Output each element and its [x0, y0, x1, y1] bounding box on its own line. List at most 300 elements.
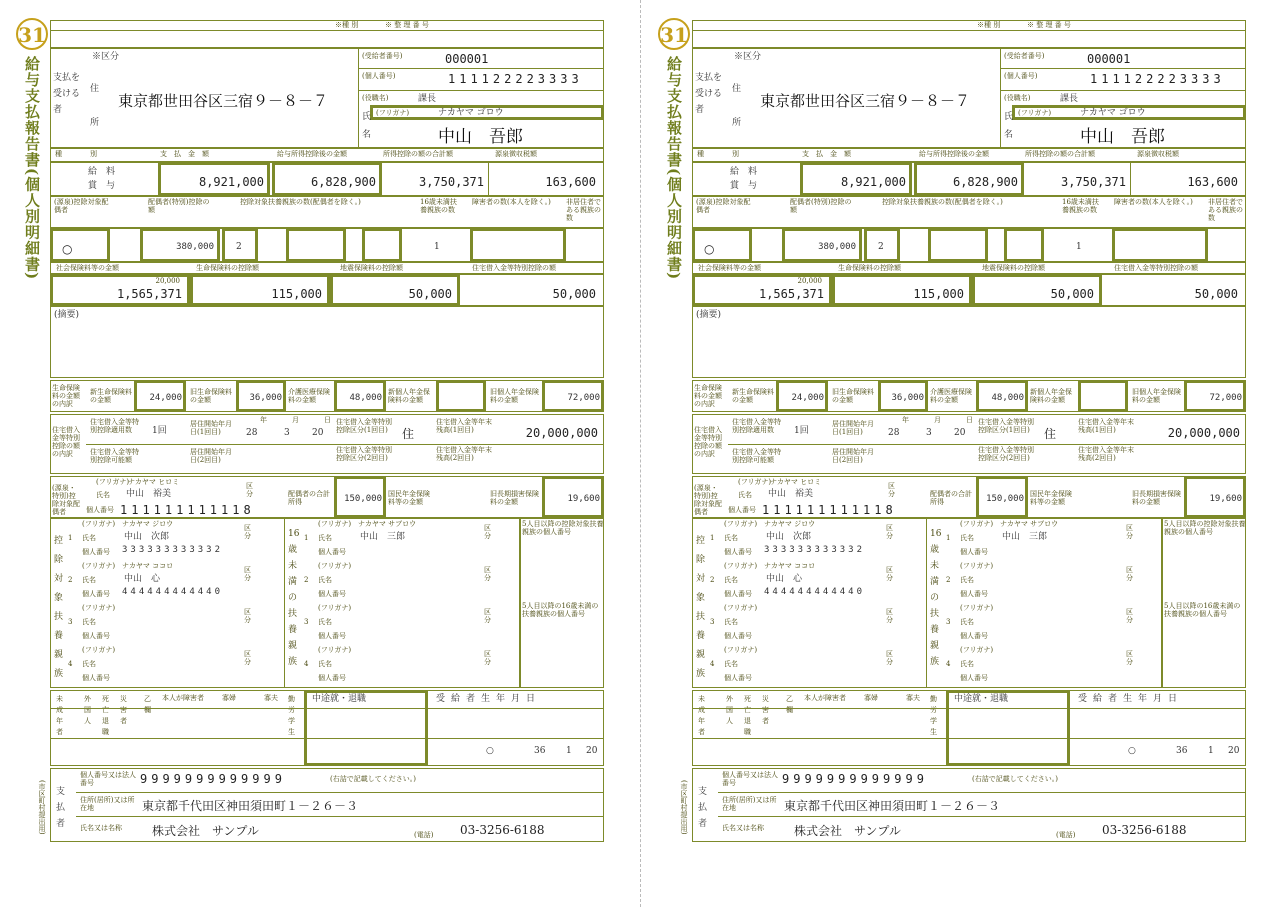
birth-year: 36 [534, 746, 546, 756]
spouse-name: 中山 裕美 [126, 489, 172, 499]
old-longterm: 19,600 [567, 494, 600, 504]
old-life: 36,000 [891, 393, 924, 403]
dependent-row [68, 604, 284, 644]
spouse-kana: ナカヤマ ヒロミ [770, 478, 822, 486]
dependent-name-label: 氏名 [82, 618, 96, 626]
dependent-row [710, 604, 926, 644]
under16-name-label: 氏名 [318, 660, 332, 668]
dependent-kana-label: (フリガナ) [724, 646, 758, 654]
status-otsu: 乙欄 [144, 695, 151, 714]
under16-no: 1 [304, 534, 309, 542]
birth-day: 20 [586, 746, 598, 756]
dependents-row-label: 控除対象扶養親族 [696, 536, 706, 679]
name-label-2: 名 [1004, 130, 1014, 140]
name-kana: ナカヤマ ゴロウ [1080, 108, 1146, 118]
new-life-label: 新生命保険料の金額 [90, 388, 132, 404]
payer-address: 東京都千代田区神田須田町１－２６－３ [784, 799, 1001, 813]
other-box [362, 228, 402, 262]
spouse-no-label: 個人番号 [728, 506, 756, 514]
dependent-name: 中山 心 [124, 574, 161, 584]
personal-no-label: (個人番号) [1004, 72, 1038, 80]
under16-no: 3 [304, 618, 309, 626]
address-label-1: 住 [732, 84, 742, 94]
dependents-row-label: 控除対象扶養親族 [54, 536, 64, 679]
spouse-kana-label: (フリガナ) [96, 478, 130, 486]
kubun-label: ※区分 [92, 52, 120, 62]
under16-name-label: 氏名 [318, 534, 332, 542]
personal-no-digits: 111122223333 [1090, 72, 1225, 86]
spouse-personal-no: 111111111118 [762, 503, 897, 517]
dependent-name-label: 氏名 [724, 660, 738, 668]
earthquake-header: 地震保険料の控除額 [340, 264, 403, 272]
recipient-personal-no [448, 72, 583, 86]
dependent-kana-label: (フリガナ) [82, 604, 116, 612]
birth-month: 1 [1208, 746, 1214, 756]
old-life: 36,000 [249, 393, 282, 403]
office-note: (市区町村提出用) [680, 780, 688, 835]
housing-count-label: 住宅借入金等特別控除適用数 [90, 418, 139, 434]
dependent-name: 中山 次郎 [766, 532, 812, 542]
dependent-name-label: 氏名 [724, 618, 738, 626]
form-number-badge: 31 [16, 18, 48, 50]
dependent-kubun-label: 区分 [244, 566, 251, 582]
old-longterm-label: 旧長期損害保険料の金額 [1132, 490, 1181, 506]
life-detail-label: 生命保険料の金額の内訳 [694, 384, 722, 408]
status-otsu: 乙欄 [786, 695, 793, 714]
receiver-no-label: (受給者番号) [1004, 52, 1045, 60]
balance-label-1: 住宅借入金等年末残高(1回目) [436, 418, 492, 434]
dependent-kana-label: (フリガナ) [724, 520, 758, 528]
recipient-label: 支払を受ける者 [695, 73, 723, 115]
start-day: 20 [312, 428, 324, 438]
fifth-plus-box [520, 518, 604, 688]
under16-kana-label: (フリガナ) [960, 646, 994, 654]
balance-label-2: 住宅借入金等年末残高(2回目) [1078, 446, 1134, 462]
under16-kana-label: (フリガナ) [318, 604, 352, 612]
reference-strip [50, 20, 604, 48]
under16-no: 1 [946, 534, 951, 542]
position-value: 課長 [418, 94, 437, 104]
corp-no-label: 個人番号又は法人番号 [80, 771, 136, 787]
life-detail-label: 生命保険料の金額の内訳 [52, 384, 80, 408]
dependent-name-label: 氏名 [82, 534, 96, 542]
earthquake-header: 地震保険料の控除額 [982, 264, 1045, 272]
earthquake-amount: 50,000 [1050, 287, 1094, 301]
housing-possible-label: 住宅借入金等特別控除可能額 [732, 448, 781, 464]
withholding-tax: 163,600 [1187, 175, 1238, 189]
fifth-plus-label: 5人目以降の控除対象扶養親族の個人番号 [1164, 520, 1246, 536]
start-month: 3 [926, 428, 932, 438]
life-amount: 115,000 [271, 287, 322, 301]
birth-era-mark: ○ [486, 746, 494, 756]
payments-header-amount: 支 払 金 額 [802, 150, 851, 158]
housing-kubun: 住 [1044, 427, 1057, 441]
start-label-1: 居住開始年月日(1回目) [832, 420, 874, 436]
spouse-box [692, 228, 752, 262]
status-minor: 未成年者 [56, 695, 63, 736]
after-deduction: 6,828,900 [952, 175, 1018, 189]
social-header: 社会保険料等の金額 [698, 264, 761, 272]
under16-no: 4 [946, 660, 951, 668]
housing-balance: 20,000,000 [1167, 426, 1240, 440]
dependent-no-label: 個人番号 [82, 548, 110, 556]
kubun-label-1: 住宅借入金等特別控除区分(1回目) [978, 418, 1034, 434]
dependent-kana: ナカヤマ ココロ [764, 562, 816, 570]
under16-no-label: 個人番号 [318, 674, 346, 682]
under16-kubun-label: 区分 [1126, 608, 1133, 624]
dependent-kana-label: (フリガナ) [82, 562, 116, 570]
dependent-no: 1 [68, 534, 73, 542]
kana-label: (フリガナ) [376, 109, 410, 117]
dependent-kubun-label: 区分 [886, 608, 893, 624]
spouse-label: (源泉)控除対象配偶者 [54, 198, 109, 214]
dependents-count-label: 控除対象扶養親族の数(配偶者を除く。) [882, 198, 1003, 206]
new-pension-box [436, 380, 486, 412]
new-pension-box [1078, 380, 1128, 412]
elderly-box [286, 228, 346, 262]
spouse-name: 中山 裕美 [768, 489, 814, 499]
old-longterm: 19,600 [1209, 494, 1242, 504]
dependent-no: 2 [710, 576, 715, 584]
spouse-deduction-label: 配偶者(特別)控除の額 [148, 198, 210, 214]
under16-kana-label: (フリガナ) [960, 520, 994, 528]
payment-amount: 8,921,000 [840, 175, 906, 189]
status-foreign: 外国人 [84, 695, 91, 725]
under16-kubun-label: 区分 [1126, 566, 1133, 582]
payer-name-label: 氏名又は名称 [722, 824, 764, 832]
position-label: (役職名) [362, 94, 389, 102]
receiver-no-label: (受給者番号) [362, 52, 403, 60]
under16-no-label: 個人番号 [318, 590, 346, 598]
spouse-personal-no: 111111111118 [120, 503, 255, 517]
other-box [1004, 228, 1044, 262]
payments-header-total: 所得控除の額の合計額 [383, 150, 453, 158]
unit-month: 月 [292, 416, 299, 424]
housing-possible-label: 住宅借入金等特別控除可能額 [90, 448, 139, 464]
birth-era-mark: ○ [1128, 746, 1136, 756]
status-midyear: 中途就・退職 [954, 694, 1009, 704]
payer-name-label: 氏名又は名称 [80, 824, 122, 832]
spouse-mark: ○ [62, 242, 73, 256]
payer-address-label: 住所(居所)又は所在地 [80, 796, 135, 812]
personal-no-label: (個人番号) [362, 72, 396, 80]
under16-row [304, 562, 518, 602]
under16-no-label: 個人番号 [960, 632, 988, 640]
housing-count: 1回 [794, 426, 809, 436]
unit-year: 年 [260, 416, 267, 424]
position-value: 課長 [1060, 94, 1079, 104]
dependent-kana: ナカヤマ ジロウ [122, 520, 174, 528]
birth-month: 1 [566, 746, 572, 756]
under16-kana-label: (フリガナ) [960, 604, 994, 612]
specific-count: 2 [236, 242, 242, 252]
housing-amount: 50,000 [1194, 287, 1238, 301]
care: 48,000 [991, 393, 1024, 403]
old-life-label: 旧生命保険料の金額 [832, 388, 874, 404]
recipient-address: 東京都世田谷区三宿９－８－７ [118, 92, 329, 110]
old-longterm-label: 旧長期損害保険料の金額 [490, 490, 539, 506]
corp-no-label: 個人番号又は法人番号 [722, 771, 778, 787]
under16-name-label: 氏名 [960, 576, 974, 584]
kind-label: ※種 別 [977, 21, 1001, 29]
status-death: 死亡退職 [744, 695, 751, 736]
dependent-kana-label: (フリガナ) [724, 604, 758, 612]
dependent-no: 3 [710, 618, 715, 626]
under16-no-label: 個人番号 [960, 548, 988, 556]
dependent-no: 4 [710, 660, 715, 668]
under16-count-label: 16歳未満扶養親族の数 [420, 198, 457, 214]
recipient-label: 支払を受ける者 [53, 73, 81, 115]
under16-row [304, 646, 518, 686]
dependent-no-label: 個人番号 [724, 590, 752, 598]
kubun-label: ※区分 [734, 52, 762, 62]
spouse-row-label: (源泉・特別)控除対象配偶者 [694, 484, 722, 516]
dependent-no: 2 [68, 576, 73, 584]
payments-header-after: 給与所得控除後の金額 [277, 150, 347, 158]
under16-no-label: 個人番号 [318, 632, 346, 640]
spouse-no-label: 個人番号 [86, 506, 114, 514]
disabled-box [470, 228, 566, 262]
fifth-plus-under16-label: 5人目以降の16歳未満の扶養親族の個人番号 [1164, 602, 1241, 618]
elderly-box [928, 228, 988, 262]
corp-no-note: (右詰で記載してください。) [972, 775, 1058, 783]
birth-year: 36 [1176, 746, 1188, 756]
under16-row [946, 520, 1160, 560]
dependent-kana-label: (フリガナ) [82, 646, 116, 654]
dependent-row [710, 562, 926, 602]
pension-label: 国民年金保険料等の金額 [1030, 490, 1072, 506]
kana-label: (フリガナ) [1018, 109, 1052, 117]
payer-address-label: 住所(居所)又は所在地 [722, 796, 777, 812]
dependent-kana-label: (フリガナ) [724, 562, 758, 570]
pension-label: 国民年金保険料等の金額 [388, 490, 430, 506]
old-life-label: 旧生命保険料の金額 [190, 388, 232, 404]
housing-count-label: 住宅借入金等特別控除適用数 [732, 418, 781, 434]
status-widow: 寡婦 [864, 694, 878, 702]
dependent-row [68, 646, 284, 686]
payer-name: 株式会社 サンプル [152, 824, 259, 838]
earthquake-amount: 50,000 [408, 287, 452, 301]
start-label-1: 居住開始年月日(1回目) [190, 420, 232, 436]
under16-name-label: 氏名 [960, 660, 974, 668]
corp-no: 9999999999999 [140, 772, 286, 786]
disabled-count-label: 障害者の数(本人を除く。) [1114, 198, 1193, 206]
under16-no-label: 個人番号 [960, 590, 988, 598]
under16-kana-label: (フリガナ) [960, 562, 994, 570]
spouse-income: 150,000 [344, 494, 382, 504]
under16-name-label: 氏名 [960, 618, 974, 626]
under16-kana-label: (フリガナ) [318, 562, 352, 570]
dependent-no-label: 個人番号 [82, 590, 110, 598]
payments-header-kind: 種 別 [697, 150, 739, 158]
dependent-row [710, 646, 926, 686]
new-life-label: 新生命保険料の金額 [732, 388, 774, 404]
housing-header: 住宅借入金等特別控除の額 [472, 264, 556, 272]
dependent-no: 4 [68, 660, 73, 668]
balance-label-1: 住宅借入金等年末残高(1回目) [1078, 418, 1134, 434]
form-title: 給与支払報告書(個人別明細書) [23, 56, 41, 281]
dependent-no-label: 個人番号 [724, 548, 752, 556]
under16-kana: ナカヤマ サブロウ [1000, 520, 1059, 528]
old-pension-label: 旧個人年金保険料の金額 [1132, 388, 1181, 404]
remarks-box [50, 306, 604, 378]
dependent-kana: ナカヤマ ジロウ [764, 520, 816, 528]
under16-row [946, 604, 1160, 644]
spouse-row-label: (源泉・特別)控除対象配偶者 [52, 484, 80, 516]
specific-count: 2 [878, 242, 884, 252]
recipient-address: 東京都世田谷区三宿９－８－７ [760, 92, 971, 110]
nonresident-label: 非居住者である親族の数 [1208, 198, 1243, 222]
status-birth: 受給者生年月日 [436, 694, 542, 704]
dependent-kubun-label: 区分 [244, 524, 251, 540]
social-amount: 1,565,371 [758, 287, 824, 301]
life-amount: 115,000 [913, 287, 964, 301]
dependent-personal-no: 333333333332 [122, 545, 224, 555]
payments-kind-2: 賞 与 [88, 181, 116, 191]
status-death: 死亡退職 [102, 695, 109, 736]
unit-month: 月 [934, 416, 941, 424]
spouse-kubun-label: 区分 [246, 482, 253, 498]
life-header: 生命保険料の控除額 [196, 264, 259, 272]
remarks-label: (摘要) [696, 310, 722, 320]
address-label-1: 住 [90, 84, 100, 94]
status-widower: 寡夫 [264, 694, 278, 702]
spouse-label: (源泉)控除対象配偶者 [696, 198, 751, 214]
ref-label: ※ 整 理 番 号 [385, 21, 429, 29]
payments-header-amount: 支 払 金 額 [160, 150, 209, 158]
payer-address: 東京都千代田区神田須田町１－２６－３ [142, 799, 359, 813]
payments-header-withholding: 源泉徴収税額 [495, 150, 537, 158]
dependent-no-label: 個人番号 [724, 674, 752, 682]
birth-day: 20 [1228, 746, 1240, 756]
under16-no-label: 個人番号 [960, 674, 988, 682]
personal-no-digits: 111122223333 [448, 72, 583, 86]
corp-no-note: (右詰で記載してください。) [330, 775, 416, 783]
payer-name: 株式会社 サンプル [794, 824, 901, 838]
kubun-label-2: 住宅借入金等特別控除区分(2回目) [336, 446, 392, 462]
social-amount: 1,565,371 [116, 287, 182, 301]
kind-label: ※種 別 [335, 21, 359, 29]
name-kana: ナカヤマ ゴロウ [438, 108, 504, 118]
status-disaster: 災害者 [120, 695, 127, 725]
spouse-deduction: 380,000 [818, 242, 856, 252]
recipient-personal-no [1090, 72, 1225, 86]
address-label-2: 所 [90, 118, 100, 128]
tel-label: (電話) [1056, 831, 1076, 839]
dependent-name: 中山 次郎 [124, 532, 170, 542]
under16-count: 1 [1076, 242, 1082, 252]
recipient-name: 中山 吾郎 [438, 127, 523, 147]
payments-kind-2: 賞 与 [730, 181, 758, 191]
remarks-label: (摘要) [54, 310, 80, 320]
life-header: 生命保険料の控除額 [838, 264, 901, 272]
under16-row [304, 520, 518, 560]
under16-row [946, 646, 1160, 686]
under16-name: 中山 三郎 [360, 532, 406, 542]
spouse-kana-label: (フリガナ) [738, 478, 772, 486]
under16-no-label: 個人番号 [318, 548, 346, 556]
housing-detail-label: 住宅借入金等特別控除の額の内訳 [694, 426, 722, 458]
payer-label: 支払者 [698, 787, 708, 829]
social-inner: 20,000 [155, 277, 180, 285]
under16-kana-label: (フリガナ) [318, 646, 352, 654]
dependent-personal-no: 444444444440 [764, 587, 866, 597]
dependent-name-label: 氏名 [724, 534, 738, 542]
dependent-row [710, 520, 926, 560]
under16-count: 1 [434, 242, 440, 252]
dependent-personal-no: 444444444440 [122, 587, 224, 597]
status-disabled: 本人が障害者 [804, 694, 846, 702]
tel-label: (電話) [414, 831, 434, 839]
old-pension: 72,000 [1209, 393, 1242, 403]
under16-count-label: 16歳未満扶養親族の数 [1062, 198, 1099, 214]
under16-row-label: 16歳未満の扶養親族 [930, 529, 942, 667]
care-label: 介護医療保険料の金額 [930, 388, 972, 404]
under16-no: 2 [304, 576, 309, 584]
social-inner: 20,000 [797, 277, 822, 285]
reference-strip [692, 20, 1246, 48]
dependent-row [68, 520, 284, 560]
start-year: 28 [246, 428, 258, 438]
spouse-deduction-label: 配偶者(特別)控除の額 [790, 198, 852, 214]
under16-kubun-label: 区分 [1126, 524, 1133, 540]
name-label-1: 氏 [1004, 112, 1014, 122]
unit-year: 年 [902, 416, 909, 424]
remarks-box [692, 306, 1246, 378]
withholding-tax: 163,600 [545, 175, 596, 189]
start-year: 28 [888, 428, 900, 438]
housing-count: 1回 [152, 426, 167, 436]
under16-no: 4 [304, 660, 309, 668]
housing-detail-label: 住宅借入金等特別控除の額の内訳 [52, 426, 80, 458]
start-month: 3 [284, 428, 290, 438]
dependent-kubun-label: 区分 [886, 566, 893, 582]
kubun-label-2: 住宅借入金等特別控除区分(2回目) [978, 446, 1034, 462]
status-widower: 寡夫 [906, 694, 920, 702]
kubun-label-1: 住宅借入金等特別控除区分(1回目) [336, 418, 392, 434]
social-header: 社会保険料等の金額 [56, 264, 119, 272]
old-pension: 72,000 [567, 393, 600, 403]
care: 48,000 [349, 393, 382, 403]
dependent-kubun-label: 区分 [244, 608, 251, 624]
dependent-name-label: 氏名 [724, 576, 738, 584]
payer-label: 支払者 [56, 787, 66, 829]
new-life: 24,000 [791, 393, 824, 403]
dependent-name: 中山 心 [766, 574, 803, 584]
status-widow: 寡婦 [222, 694, 236, 702]
payment-amount: 8,921,000 [198, 175, 264, 189]
payments-header-withholding: 源泉徴収税額 [1137, 150, 1179, 158]
fifth-plus-under16-label: 5人目以降の16歳未満の扶養親族の個人番号 [522, 602, 599, 618]
dependent-row [68, 562, 284, 602]
spouse-mark: ○ [704, 242, 715, 256]
payments-header-after: 給与所得控除後の金額 [919, 150, 989, 158]
dependent-kubun-label: 区分 [886, 524, 893, 540]
under16-row [946, 562, 1160, 602]
tel: 03-3256-6188 [1102, 823, 1187, 837]
dependent-kubun-label: 区分 [886, 650, 893, 666]
start-label-2: 居住開始年月日(2回目) [832, 448, 874, 464]
payments-kind-1: 給 料 [88, 167, 116, 177]
status-midyear: 中途就・退職 [312, 694, 367, 704]
under16-name-label: 氏名 [960, 534, 974, 542]
disabled-count-label: 障害者の数(本人を除く。) [472, 198, 551, 206]
start-day: 20 [954, 428, 966, 438]
under16-row [304, 604, 518, 644]
housing-balance: 20,000,000 [525, 426, 598, 440]
name-label-2: 名 [362, 130, 372, 140]
ref-label: ※ 整 理 番 号 [1027, 21, 1071, 29]
